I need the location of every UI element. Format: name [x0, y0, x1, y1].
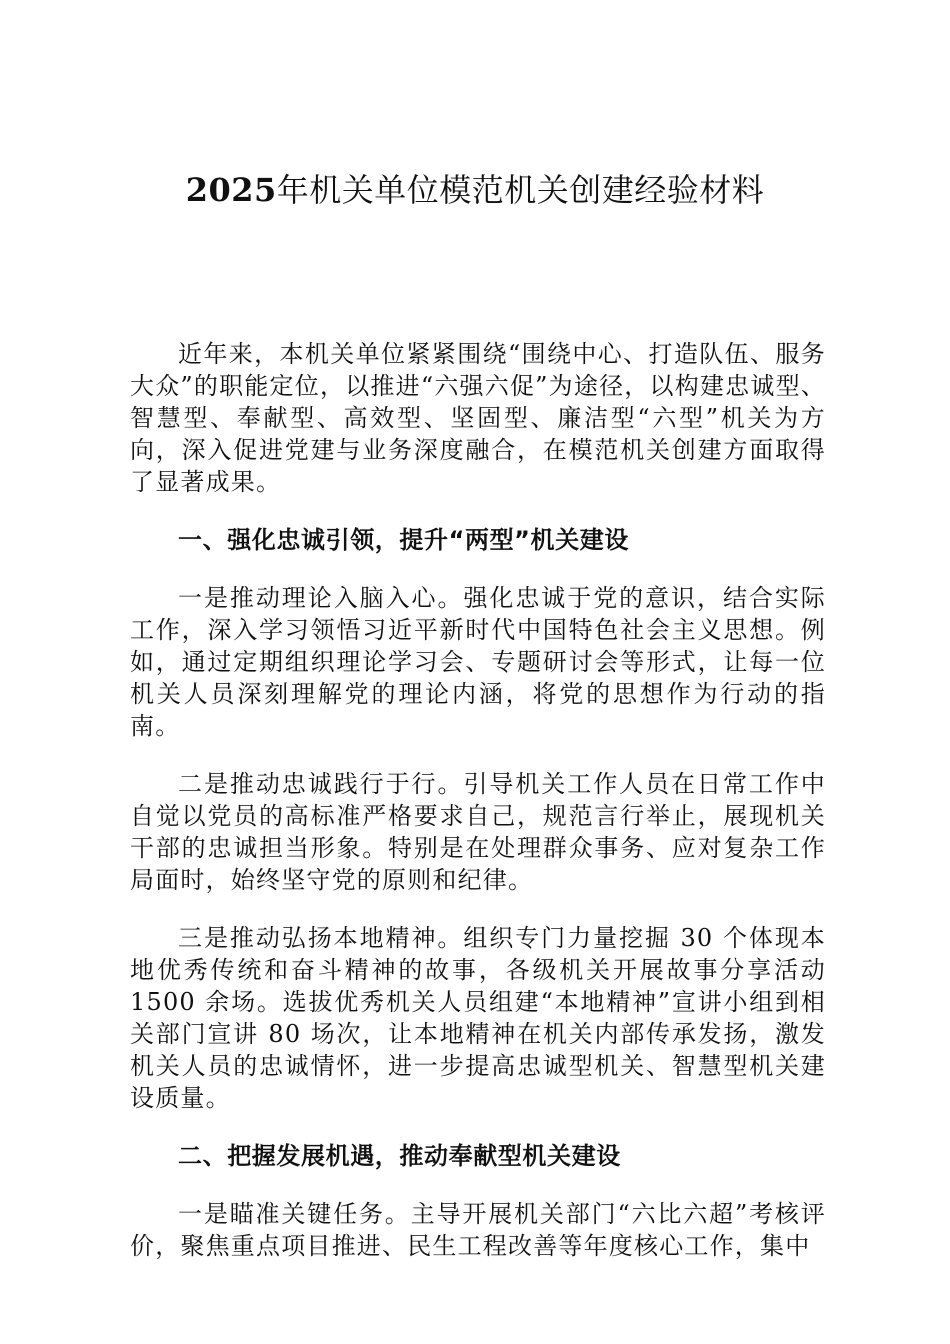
- section-2-heading: 二、把握发展机遇，推动奉献型机关建设: [178, 1142, 621, 1170]
- section-2-paragraph-1: 一是瞄准关键任务。主导开展机关部门“六比六超”考核评价，聚焦重点项目推进、民生工程改善等年度核心工作，集中: [130, 1200, 826, 1260]
- section-1-paragraph-1: 一是推动理论入脑入心。强化忠诚于党的意识，结合实际工作，深入学习领悟习近平新时代中国特色社会主义思想。例如，通过定期组织理论学习会、专题研讨会等形式，让每一位机关人员深刻理解党的理论内涵，将党的思想作为行动的指南。: [130, 584, 826, 740]
- document-title: [0, 168, 950, 212]
- section-1-paragraph-2: 二是推动忠诚践行于行。引导机关工作人员在日常工作中自觉以党员的高标准严格要求自己，规范言行举止，展现机关干部的忠诚担当形象。特别是在处理群众事务、应对复杂工作局面时，始终坚守党的原则和纪律。: [130, 770, 826, 894]
- document-body: [130, 338, 826, 1262]
- title-text: 年机关单位模范机关创建经验材料: [276, 171, 765, 209]
- section-1-paragraph-3: 三是推动弘扬本地精神。组织专门力量挖掘 30 个体现本地优秀传统和奋斗精神的故事，各级机关开展故事分享活动 1500 余场。选拔优秀机关人员组建“本地精神”宣讲小组到相关部门宣讲 80 场次，让本地精神在机关内部传承发扬，激发机关人员的忠诚情怀，进一步提高忠诚型机关、智慧型机关建设质量。: [130, 924, 826, 1112]
- intro-paragraph: 近年来，本机关单位紧紧围绕“围绕中心、打造队伍、服务大众”的职能定位，以推进“六强六促”为途径，以构建忠诚型、智慧型、奉献型、高效型、坚固型、廉洁型“六型”机关为方向，深入促进党建与业务深度融合，在模范机关创建方面取得了显著成果。: [130, 340, 826, 496]
- title-year: 2025: [185, 171, 277, 209]
- section-1-heading: 一、强化忠诚引领，提升“两型”机关建设: [178, 526, 629, 554]
